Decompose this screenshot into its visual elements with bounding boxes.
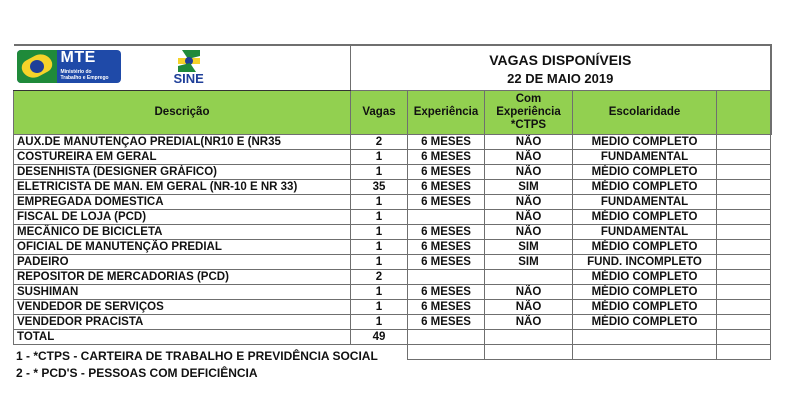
- cell-vagas: 1: [351, 150, 408, 165]
- job-vacancies-sheet: [13, 44, 770, 360]
- page-title: VAGAS DISPONÍVEIS: [489, 52, 632, 68]
- cell-extra: [717, 195, 771, 210]
- cell-ctps: NÃO: [485, 165, 573, 180]
- cell-experiencia: 6 MESES: [408, 150, 485, 165]
- cell-descricao: ELETRICISTA DE MAN. EM GERAL (NR-10 E NR 33): [14, 180, 351, 195]
- cell-experiencia: 6 MESES: [408, 240, 485, 255]
- cell-escolaridade: MÉDIO COMPLETO: [573, 165, 717, 180]
- total-empty-cell: [408, 330, 485, 345]
- cell-escolaridade: MEDIO COMPLETO: [573, 135, 717, 150]
- cell-extra: [717, 135, 771, 150]
- cell-experiencia: [408, 270, 485, 285]
- sine-s-icon: [178, 50, 200, 72]
- cell-extra: [717, 210, 771, 225]
- cell-extra: [717, 180, 771, 195]
- cell-vagas: 1: [351, 255, 408, 270]
- table-row: [14, 270, 771, 285]
- cell-descricao: REPOSITOR DE MERCADORIAS (PCD): [14, 270, 351, 285]
- blank-cell: [573, 345, 717, 360]
- col-header-descricao: Descrição: [14, 91, 351, 135]
- table-row: [14, 135, 771, 150]
- brazil-flag-icon: [17, 50, 57, 83]
- logos-cell: [14, 45, 351, 91]
- cell-ctps: SIM: [485, 180, 573, 195]
- col-header-experiencia: Experiência: [408, 91, 485, 135]
- cell-escolaridade: MÉDIO COMPLETO: [573, 285, 717, 300]
- table-row: [14, 300, 771, 315]
- total-empty-cell: [485, 330, 573, 345]
- table-row: [14, 210, 771, 225]
- cell-escolaridade: MÉDIO COMPLETO: [573, 315, 717, 330]
- mte-logo: [17, 50, 121, 83]
- cell-ctps: NÃO: [485, 150, 573, 165]
- col-header-extra: [717, 91, 771, 135]
- cell-extra: [717, 240, 771, 255]
- total-empty-cell: [573, 330, 717, 345]
- total-label: TOTAL: [14, 330, 351, 345]
- blank-cell: [485, 345, 573, 360]
- report-date: 22 DE MAIO 2019: [507, 71, 614, 86]
- footnote-ctps: 1 - *CTPS - CARTEIRA DE TRABALHO E PREVIDÊNCIA SOCIAL: [16, 349, 378, 363]
- mte-logo-subtitle: Ministério do Trabalho e Emprego: [60, 69, 109, 81]
- col-header-com-experiencia: Com Experiência *CTPS: [485, 91, 573, 135]
- cell-vagas: 1: [351, 315, 408, 330]
- cell-experiencia: 6 MESES: [408, 180, 485, 195]
- cell-escolaridade: FUNDAMENTAL: [573, 150, 717, 165]
- cell-ctps: NÃO: [485, 210, 573, 225]
- cell-extra: [717, 315, 771, 330]
- cell-vagas: 1: [351, 165, 408, 180]
- title-cell: [351, 45, 771, 91]
- cell-ctps: [485, 270, 573, 285]
- cell-experiencia: [408, 210, 485, 225]
- cell-descricao: VENDEDOR DE SERVIÇOS: [14, 300, 351, 315]
- cell-escolaridade: FUNDAMENTAL: [573, 195, 717, 210]
- blank-cell: [717, 345, 771, 360]
- cell-experiencia: 6 MESES: [408, 315, 485, 330]
- cell-ctps: NÃO: [485, 135, 573, 150]
- cell-experiencia: 6 MESES: [408, 195, 485, 210]
- cell-extra: [717, 255, 771, 270]
- table-row: [14, 225, 771, 240]
- cell-descricao: SUSHIMAN: [14, 285, 351, 300]
- cell-vagas: 1: [351, 225, 408, 240]
- cell-escolaridade: MÉDIO COMPLETO: [573, 300, 717, 315]
- cell-extra: [717, 285, 771, 300]
- total-row: [14, 330, 771, 345]
- total-value: 49: [351, 330, 408, 345]
- cell-experiencia: 6 MESES: [408, 300, 485, 315]
- table-row: [14, 255, 771, 270]
- cell-descricao: COSTUREIRA EM GERAL: [14, 150, 351, 165]
- sine-logo-text: SINE: [173, 71, 204, 86]
- col-header-escolaridade: Escolaridade: [573, 91, 717, 135]
- header-row: [14, 45, 771, 91]
- cell-vagas: 2: [351, 135, 408, 150]
- table-row: [14, 165, 771, 180]
- table-row: [14, 240, 771, 255]
- table-row: [14, 180, 771, 195]
- cell-extra: [717, 150, 771, 165]
- cell-experiencia: 6 MESES: [408, 255, 485, 270]
- footnote-pcd: 2 - * PCD'S - PESSOAS COM DEFICIÊNCIA: [16, 366, 258, 380]
- cell-extra: [717, 300, 771, 315]
- cell-descricao: FISCAL DE LOJA (PCD): [14, 210, 351, 225]
- cell-ctps: SIM: [485, 240, 573, 255]
- table-row: [14, 150, 771, 165]
- table-row: [14, 315, 771, 330]
- table-row: [14, 285, 771, 300]
- cell-ctps: NÃO: [485, 315, 573, 330]
- cell-experiencia: 6 MESES: [408, 225, 485, 240]
- cell-escolaridade: MÉDIO COMPLETO: [573, 270, 717, 285]
- cell-descricao: EMPREGADA DOMESTICA: [14, 195, 351, 210]
- cell-vagas: 1: [351, 210, 408, 225]
- cell-descricao: PADEIRO: [14, 255, 351, 270]
- cell-experiencia: 6 MESES: [408, 135, 485, 150]
- cell-escolaridade: FUND. INCOMPLETO: [573, 255, 717, 270]
- cell-experiencia: 6 MESES: [408, 165, 485, 180]
- cell-ctps: NÃO: [485, 195, 573, 210]
- blank-cell: [408, 345, 485, 360]
- mte-logo-text: MTE: [60, 50, 96, 66]
- col-header-vagas: Vagas: [351, 91, 408, 135]
- cell-vagas: 1: [351, 285, 408, 300]
- cell-ctps: NÃO: [485, 225, 573, 240]
- cell-vagas: 1: [351, 300, 408, 315]
- cell-ctps: NÃO: [485, 285, 573, 300]
- cell-escolaridade: MÉDIO COMPLETO: [573, 240, 717, 255]
- vacancy-rows: [14, 135, 771, 330]
- sine-logo: [169, 50, 209, 88]
- cell-ctps: SIM: [485, 255, 573, 270]
- cell-vagas: 1: [351, 195, 408, 210]
- vacancies-table: [13, 44, 772, 360]
- cell-extra: [717, 270, 771, 285]
- cell-descricao: OFICIAL DE MANUTENÇÃO PREDIAL: [14, 240, 351, 255]
- table-row: [14, 195, 771, 210]
- cell-extra: [717, 225, 771, 240]
- cell-descricao: MECÂNICO DE BICICLETA: [14, 225, 351, 240]
- column-header-row: [14, 91, 771, 135]
- cell-escolaridade: MÉDIO COMPLETO: [573, 210, 717, 225]
- cell-vagas: 1: [351, 240, 408, 255]
- total-empty-cell: [717, 330, 771, 345]
- cell-escolaridade: FUNDAMENTAL: [573, 225, 717, 240]
- cell-extra: [717, 165, 771, 180]
- cell-escolaridade: MÉDIO COMPLETO: [573, 180, 717, 195]
- cell-descricao: VENDEDOR PRACISTA: [14, 315, 351, 330]
- cell-vagas: 35: [351, 180, 408, 195]
- cell-vagas: 2: [351, 270, 408, 285]
- cell-ctps: NÃO: [485, 300, 573, 315]
- cell-descricao: AUX.DE MANUTENÇAO PREDIAL(NR10 E (NR35: [14, 135, 351, 150]
- cell-experiencia: 6 MESES: [408, 285, 485, 300]
- cell-descricao: DESENHISTA (DESIGNER GRÁFICO): [14, 165, 351, 180]
